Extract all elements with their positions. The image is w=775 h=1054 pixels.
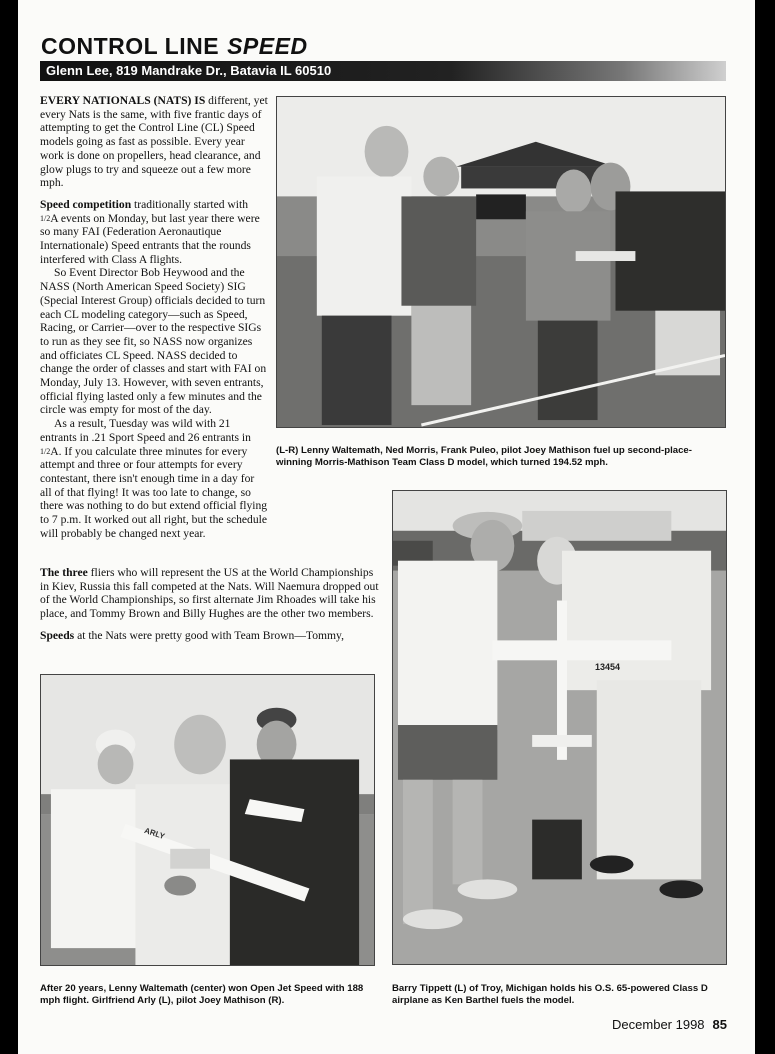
photo-tippett-barthel-caption: Barry Tippett (L) of Troy, Michigan holds his O.S. 65-powered Class D airplane as Ken Barthel fuels the model.: [392, 983, 708, 1006]
photo-waltemath-win-caption: After 20 years, Lenny Waltemath (center) won Open Jet Speed with 188 mph flight. Girlfriend Arly (L), pilot Joey Mathison (R).: [40, 983, 364, 1006]
magazine-page: [18, 0, 755, 1054]
paragraph-1: [40, 94, 268, 190]
page-title: [41, 33, 308, 60]
paragraph-5-text: fliers who will represent the US at the World Championships in Kiev, Russia this fall competed at the Nats. Will Naemura dropped out of the World Championships, so first alternate Jim Rhoades will take his place, and Tommy Brown and Billy Hughes are the other two members.: [40, 566, 379, 621]
paragraph-3: So Event Director Bob Heywood and the NASS (North American Speed Society) SIG (Special Interest Group) officials decided to turn each CL modeling category—such as Speed, Racing, or Carrier—over to the respective SIGs to run as they see fit, so NASS now organizes and officiates CL Speed. NASS decided to change the order of classes and start with FAI on Monday, July 13. However, with seven entrants, official flying lasted only a few minutes and the circle was empty for most of the day.: [40, 266, 267, 417]
half-fraction: 1/2: [40, 213, 51, 223]
paragraph-5: [40, 566, 380, 621]
author-address: Glenn Lee, 819 Mandrake Dr., Batavia IL 60510: [46, 63, 332, 78]
page-footer: [612, 1017, 727, 1032]
paragraph-1-text: different, yet every Nats is the same, with five frantic days of attempting to get the Control Line (CL) Speed models going as fast as possible. Every year work is done on propellers, head clearance, and glow plugs to try and squeeze out a few more mph.: [40, 94, 268, 190]
photo-tippett-barthel: [392, 490, 727, 965]
paragraph-2: [40, 198, 268, 267]
paragraph-5-lead: The three: [40, 566, 88, 579]
paragraph-1-lead: EVERY NATIONALS (NATS) IS: [40, 94, 206, 107]
paragraph-6-lead: Speeds: [40, 628, 75, 642]
page-number: 85: [712, 1017, 727, 1032]
half-fraction-2: 1/2: [40, 446, 51, 456]
plane-text: ARLY: [143, 825, 166, 842]
paragraph-4-wide-text: A. If you calculate three minutes for every attempt and three or four attempts for every contestant, there isn't enough time in a day for all of that flying! It was too late to change, so there was nothing to do but extend official flying to 7 p.m. It worked out all right, but the schedule will probably be changed next year.: [40, 444, 268, 540]
paragraph-2-text-b: A events on Monday, but last year there were so many FAI (Federation Aeronautique Internationale) Speed entrants that the rounds interfered with Class A flights.: [40, 211, 260, 266]
paragraph-6-text: at the Nats were pretty good with Team Brown—Tommy,: [77, 628, 344, 642]
photo-fuel-up-caption: (L-R) Lenny Waltemath, Ned Morris, Frank Puleo, pilot Joey Mathison fuel up second-place-winning Morris-Mathison Team Class D model, which turned 194.52 mph.: [276, 445, 692, 468]
author-address-bar: [40, 61, 726, 81]
title-italic: SPEED: [227, 33, 308, 59]
paragraph-4-text: As a result, Tuesday was wild with 21 entrants in .21 Sport Speed and 26 entrants in: [40, 417, 251, 444]
title-main: CONTROL LINE: [41, 33, 220, 59]
article-column-1: [40, 94, 268, 541]
article-continued: [40, 566, 380, 651]
paragraph-4-start: [40, 417, 268, 540]
paragraph-2-text-a: traditionally started with: [134, 197, 249, 211]
photo-fuel-up: [276, 96, 726, 428]
paragraph-6: [40, 629, 380, 643]
photo-waltemath-win: [40, 674, 375, 966]
issue-date: December 1998: [612, 1017, 705, 1032]
paragraph-2-lead: Speed competition: [40, 197, 132, 211]
plane-number: 13454: [595, 662, 621, 672]
